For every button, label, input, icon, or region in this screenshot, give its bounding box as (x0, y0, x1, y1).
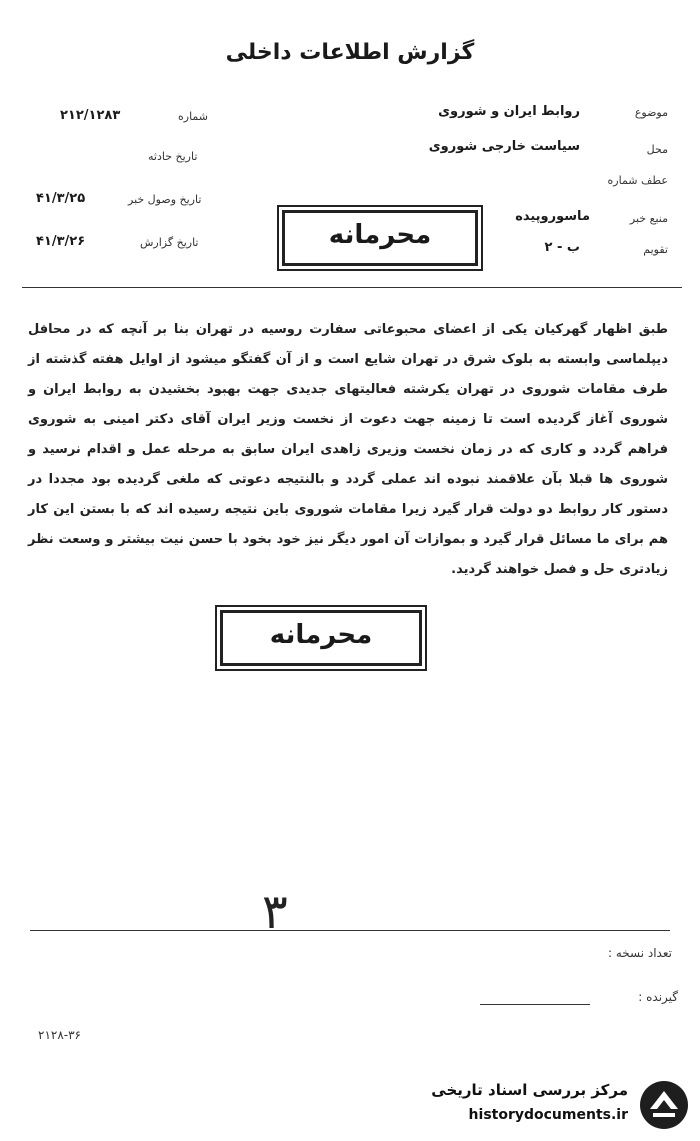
reference-number-label: عطف شماره (607, 174, 668, 187)
news-source-value: ماسوروپیده (515, 209, 590, 224)
copies-label: تعداد نسخه : (607, 946, 672, 960)
header-divider (22, 287, 682, 288)
archive-url[interactable]: historydocuments.ir (468, 1107, 628, 1123)
evaluation-value: ب - ۲ (544, 240, 580, 255)
subject-label: موضوع (634, 106, 668, 119)
report-body: طبق اظهار گهرکیان یکی از اعضای محبوعاتی سفارت روسیه در تهران بنا بر آنچه که در محافل دیپلماسی وابسته به بلوک شرق در تهران شایع است و از آن گفتگو میشود از اوایل هفته گذشته از طرف مقامات شوروی در تهران یکرشته فعالیتهای جدیدی جهت بهبود بخشیدن به روابط ایران و شوروی آغاز گردیده است تا زمینه جهت دعوت از نخست وزیر ایران آقای دکتر امینی به شوروی فراهم گردد و کاری که در زمان نخست وزیری زاهدی ایران سابق به مرحله عمل و اقدام نرسید و شوروی ها قبلا بآن علاقمند نبوده اند عملی گردد و بالنتیجه دعوتی که ملغی گردیده بود مجددا در دستور کار روابط دو دولت قرار گیرد زیرا مقامات شوروی باین نتیجه رسیده اند که با بستن این کار هم برای ما مسائل قرار گیرد و بموازات آن امور دیگر نیز خود بخود با حسن نیت بیشتر و وسعت نظر زیادتری حل و فصل خواهند گردید. (28, 322, 668, 577)
archive-logo-icon (638, 1079, 690, 1131)
document-title: گزارش اطلاعات داخلی (225, 40, 475, 65)
number-value: ۲۱۲/۱۲۸۳ (60, 108, 121, 123)
subject-value: روابط ایران و شوروی (438, 104, 580, 119)
received-date-label: تاریخ وصول خبر (128, 193, 202, 206)
evaluation-label: تقویم (643, 243, 668, 256)
location-value: سیاست خارجی شوروی (428, 139, 580, 154)
archive-name: مرکز بررسی اسناد تاریخی (431, 1081, 628, 1099)
news-source-label: منبع خبر (629, 212, 668, 225)
document-code: ۲۱۲۸-۳۶ (38, 1028, 82, 1042)
number-label: شماره (178, 110, 209, 123)
confidential-stamp-bottom: محرمانه (220, 610, 422, 666)
recipient-label: گیرنده : (638, 990, 678, 1004)
report-date-value: ۴۱/۳/۲۶ (36, 234, 86, 249)
report-date-label: تاریخ گزارش (140, 236, 199, 249)
recipient-underline (480, 1004, 590, 1005)
signature-mark: ۳ (262, 884, 288, 940)
confidential-stamp-top: محرمانه (282, 210, 478, 266)
received-date-value: ۴۱/۳/۲۵ (36, 191, 86, 206)
footer-divider (30, 930, 670, 931)
incident-date-label: تاریخ حادثه (148, 150, 198, 163)
location-label: محل (646, 143, 668, 156)
branding-watermark (400, 1077, 690, 1135)
